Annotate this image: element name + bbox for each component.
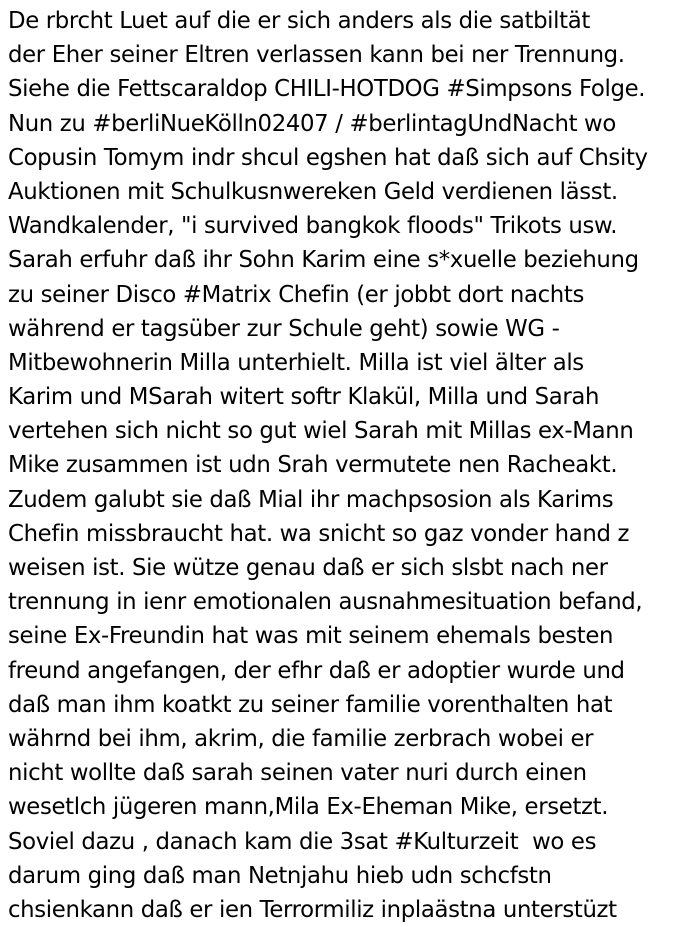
text-line: Mike zusammen ist udn Srah vermutete nen Racheakt. [8,452,618,479]
text-line: Wandkalender, "i survived bangkok floods" Trikots usw. [8,213,618,240]
text-line: seine Ex-Freundin hat was mit seinem ehemals besten [8,623,614,650]
text-line: wesetlch jügeren mann,Mila Ex-Eheman Mike, ersetzt. [8,794,609,821]
text-line: trennung in ienr emotionalen ausnahmesituation befand, [8,589,643,616]
text-line: Siehe die Fettscaraldop CHILI-HOTDOG #Simpsons Folge. [8,76,646,103]
text-line: während er tagsüber zur Schule geht) sowie WG - [8,315,560,342]
text-line: Zudem galubt sie daß Mial ihr machpsosion als Karims [8,486,614,513]
text-line: De rbrcht Luet auf die er sich anders als die satbiltät [8,8,590,34]
text-line: Chefin missbraucht hat. wa snicht so gaz vonder hand z [8,520,630,547]
text-line: vertehen sich nicht so gut wiel Sarah mit Millas ex-Mann [8,418,634,445]
text-line: Sarah erfuhr daß ihr Sohn Karim eine s*xuelle beziehung [8,247,639,274]
text-line: Mitbewohnerin Milla unterhielt. Milla ist viel älter als [8,349,584,376]
text-line: der Eher seiner Eltren verlassen kann bei ner Trennung. [8,42,625,69]
text-line: freund angefangen, der efhr daß er adoptier wurde und [8,657,625,684]
text-line: zu seiner Disco #Matrix Chefin (er jobbt dort nachts [8,281,584,308]
text-line: Auktionen mit Schulkusnwereken Geld verdienen lässt. [8,178,618,205]
text-line: weisen ist. Sie wütze genau daß er sich slsbt nach ner [8,555,608,581]
text-line: Soviel dazu , danach kam die 3sat #Kulturzeit wo es [8,828,597,855]
text-line: nicht wollte daß sarah seinen vater nuri durch einen [8,760,587,787]
text-line: Nun zu #berliNueKölln02407 / #berlintagUndNacht wo [8,110,616,137]
text-line: währnd bei ihm, akrim, die familie zerbrach wobei er [8,725,594,752]
text-line: darum ging daß man Netnjahu hieb udn schcfstn [8,862,552,889]
text-line: Copusin Tomym indr shcul egshen hat daß sich auf Chsity [8,144,648,171]
text-line: chsienkann daß er ien Terrormiliz inplaästna unterstüzt [8,896,617,923]
text-line: Karim und MSarah witert softr Klakül, Milla und Sarah [8,384,600,411]
text-line: daß man ihm koatkt zu seiner familie vorenthalten hat [8,691,613,718]
text-body [8,4,684,927]
